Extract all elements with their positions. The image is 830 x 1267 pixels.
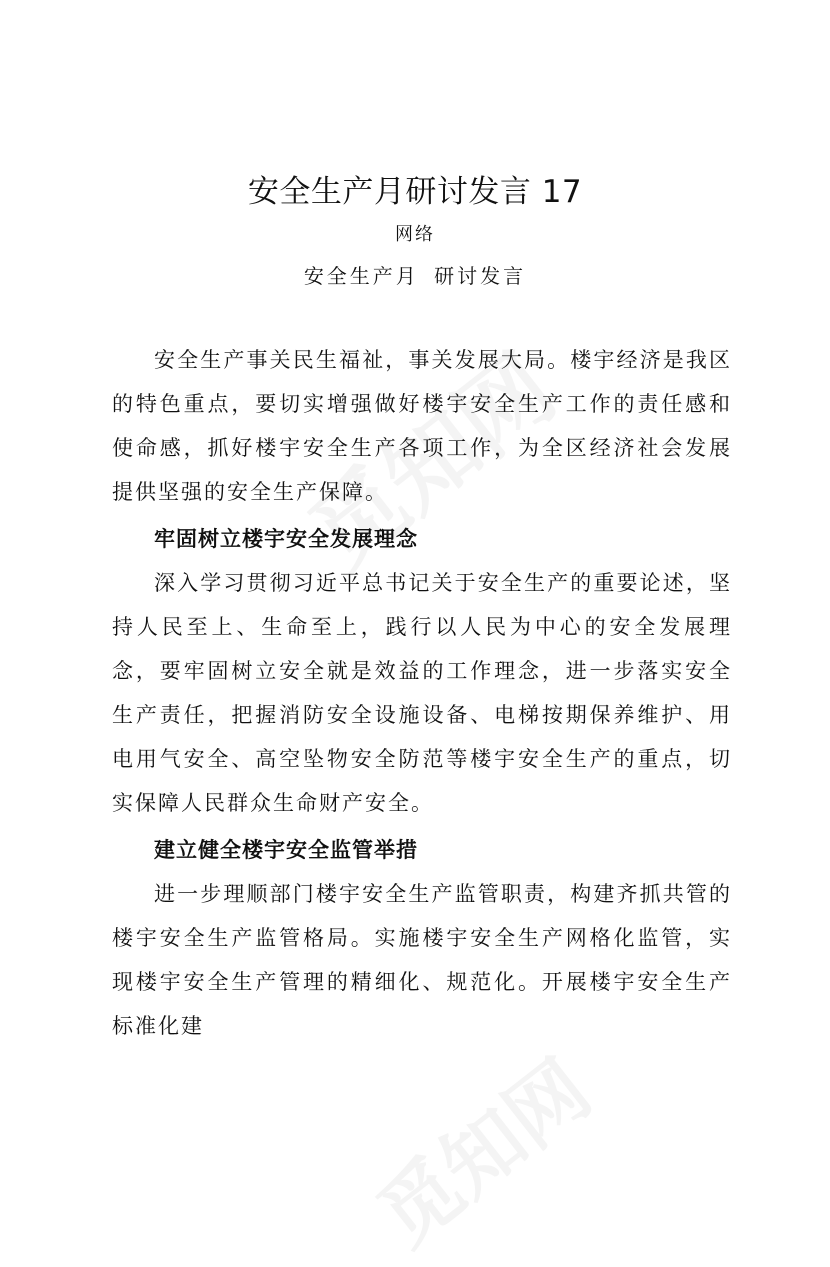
paragraph: 深入学习贯彻习近平总书记关于安全生产的重要论述，坚持人民至上、生命至上，践行以人民为中心的安全发展理念，要牢固树立安全就是效益的工作理念，进一步落实安全生产责任，把握消防安全设施设备、电梯按期保养维护、用电用气安全、高空坠物安全防范等楼宇安全生产的重点，切实保障人民群众生命财产安全。 bbox=[112, 571, 732, 815]
document-keywords: 安全生产月 研讨发言 bbox=[303, 264, 527, 288]
watermark bbox=[350, 1028, 610, 1266]
section-heading: 牢固树立楼宇安全发展理念 bbox=[154, 527, 418, 551]
document-body bbox=[112, 338, 732, 1048]
section-heading: 建立健全楼宇安全监管举措 bbox=[154, 838, 418, 862]
paragraph: 安全生产事关民生福祉，事关发展大局。楼宇经济是我区的特色重点，要切实增强做好楼宇安全生产工作的责任感和使命感，抓好楼宇安全生产各项工作，为全区经济社会发展提供坚强的安全生产保障。 bbox=[112, 348, 732, 504]
document-title: 安全生产月研讨发言 17 bbox=[247, 174, 583, 210]
paragraph: 进一步理顺部门楼宇安全生产监管职责，构建齐抓共管的楼宇安全生产监管格局。实施楼宇安全生产网格化监管，实现楼宇安全生产管理的精细化、规范化。开展楼宇安全生产标准化建 bbox=[112, 882, 732, 1038]
document-author: 网络 bbox=[395, 224, 435, 245]
